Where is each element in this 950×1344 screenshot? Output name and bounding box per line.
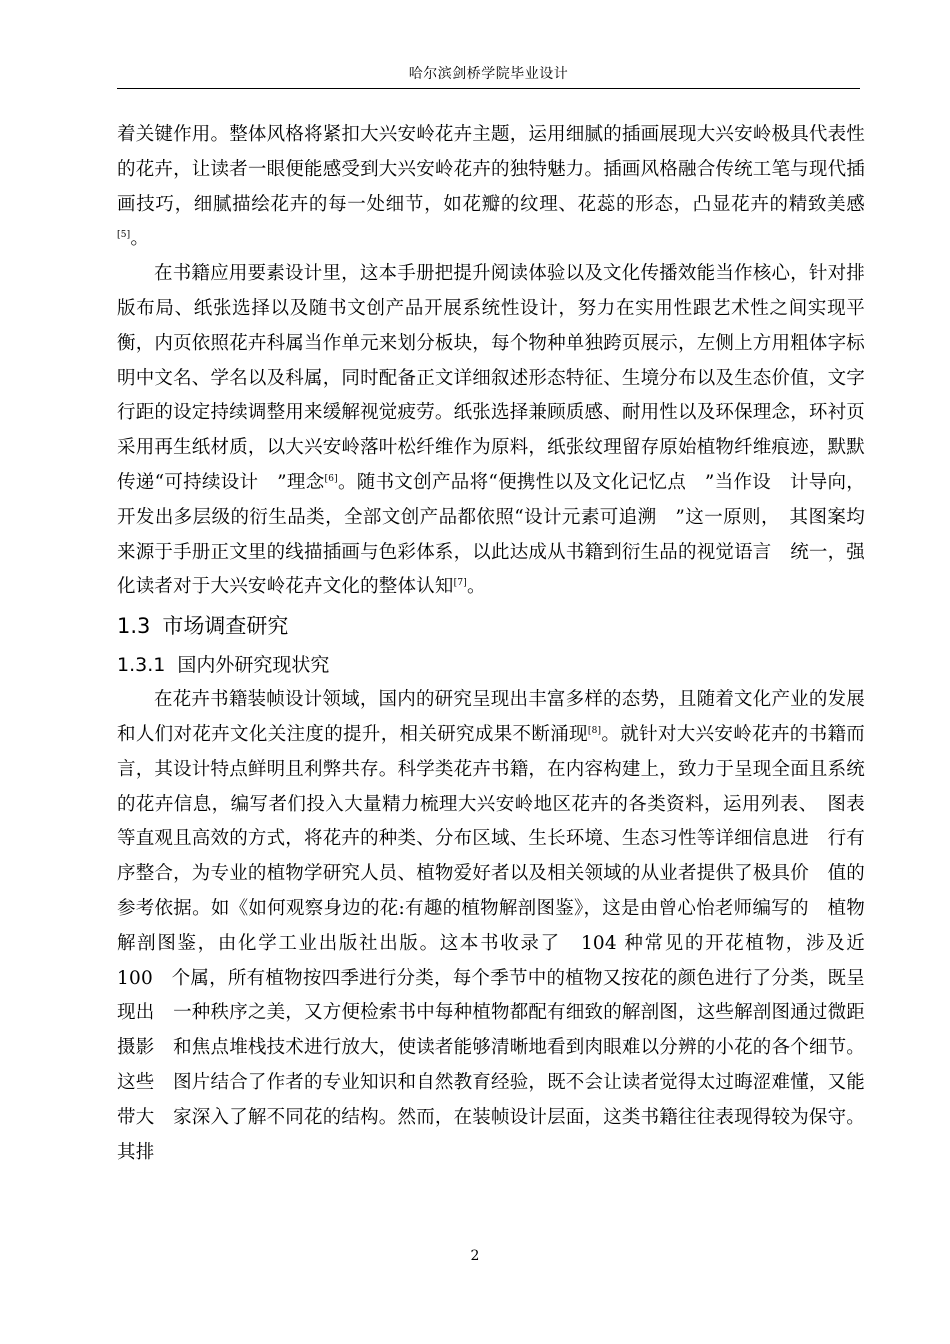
paragraph-1-end: 。 [130,228,150,250]
citation-6: [6] [324,473,338,484]
paragraph-1 [117,118,865,257]
page-footer [0,1248,950,1264]
subsection-heading [117,647,865,683]
paragraph-3 [117,683,884,1170]
paragraph-3-text-a: 在花卉书籍装帧设计领域，国内的研究呈现出丰富多样的态势，且随着文化产业的发展和人们对花卉文化关注度的提升，相关研究成果不断涌现 [117,689,865,745]
section-number: 1.3 [117,614,151,639]
paragraph-2-text-a: 在书籍应用要素设计里，这本手册把提升阅读体验以及文化传播效能当作核心，针对排版布局、纸张选择以及随书文创产品开展系统性设计，努力在实用性跟艺术性之间实现平衡，内页依照花卉科属当作单元来划分板块，每个物种单独跨页展示，左侧上方用粗体字标明中文名、学名以及科属，同时配备正文详细叙述形态特征、生境分布以及生态价值，文字行距的设定持续调整用来缓解视觉疲劳。纸张选择兼顾质感、耐用性以及环保理念，环衬页采用再生纸材质，以大兴安岭落叶松纤维作为原料，纸张纹理留存原始植物纤维痕迹，默默传递“可持续设计 ”理念 [117,263,866,493]
citation-7: [7] [453,578,467,589]
page-body [117,118,884,1170]
paragraph-2-text-b: 。随书文创产品将“便携性以及文化记忆点 ”当作设 计导向，开发出多层级的衍生品类，全部文创产品都依照“设计元素可追溯 ”这一原则， 其图案均来源于手册正文里的线描插画与色彩体系，以此达成从书籍到衍生品的视觉语言 统一，强化读者对于大兴安岭花卉文化的整体认知 [117,471,866,598]
paragraph-3-text-b: 。就针对大兴安岭花卉的书籍而言，其设计特点鲜明且利弊共存。科学类花卉书籍，在内容构建上，致力于呈现全面且系统的花卉信息，编写者们投入大量精力梳理大兴安岭地区花卉的各类资料，运用列表、 图表等直观且高效的方式，将花卉的种类、分布区域、生长环境、生态习性等详细信息进 行有序整合，为专业的植物学研究人员、植物爱好者以及相关领域的从业者提供了极具价 值的参考依据。如《如何观察身边的花:有趣的植物解剖图鉴》，这是由曾心怡老师编写的 植物解剖图鉴，由化学工业出版社出版。这本书收录了 104 种常见的开花植物，涉及近 100 个属，所有植物按四季进行分类，每个季节中的植物又按花的颜色进行了分类，既呈现出 一种秩序之美，又方便检索书中每种植物都配有细致的解剖图，这些解剖图通过微距摄影 和焦点堆栈技术进行放大，使读者能够清晰地看到肉眼难以分辨的小花的各个细节。这些 图片结合了作者的专业知识和自然教育经验，既不会让读者觉得太过晦涩难懂，又能带大 家深入了解不同花的结构。然而，在装帧设计层面，这类书籍往往表现得较为保守。其排 [117,723,884,1163]
subsection-title: 国内外研究现状究 [177,654,330,677]
header-title: 哈尔滨剑桥学院毕业设计 [408,66,569,82]
paragraph-1-text: 着关键作用。整体风格将紧扣大兴安岭花卉主题，运用细腻的插画展现大兴安岭极具代表性的花卉，让读者一眼便能感受到大兴安岭花卉的独特魅力。插画风格融合传统工笔与现代插画技巧，细腻描绘花卉的每一处细节，如花瓣的纹理、花蕊的形态，凸显花卉的精致美感 [117,124,866,215]
citation-8: [8] [587,725,602,736]
section-title: 市场调查研究 [162,614,289,639]
paragraph-2 [117,257,865,605]
running-header [117,60,860,89]
citation-5: [5] [117,230,131,241]
section-heading [117,607,865,645]
page-number: 2 [470,1248,480,1264]
paragraph-2-end: 。 [466,576,486,598]
subsection-number: 1.3.1 [117,654,166,677]
